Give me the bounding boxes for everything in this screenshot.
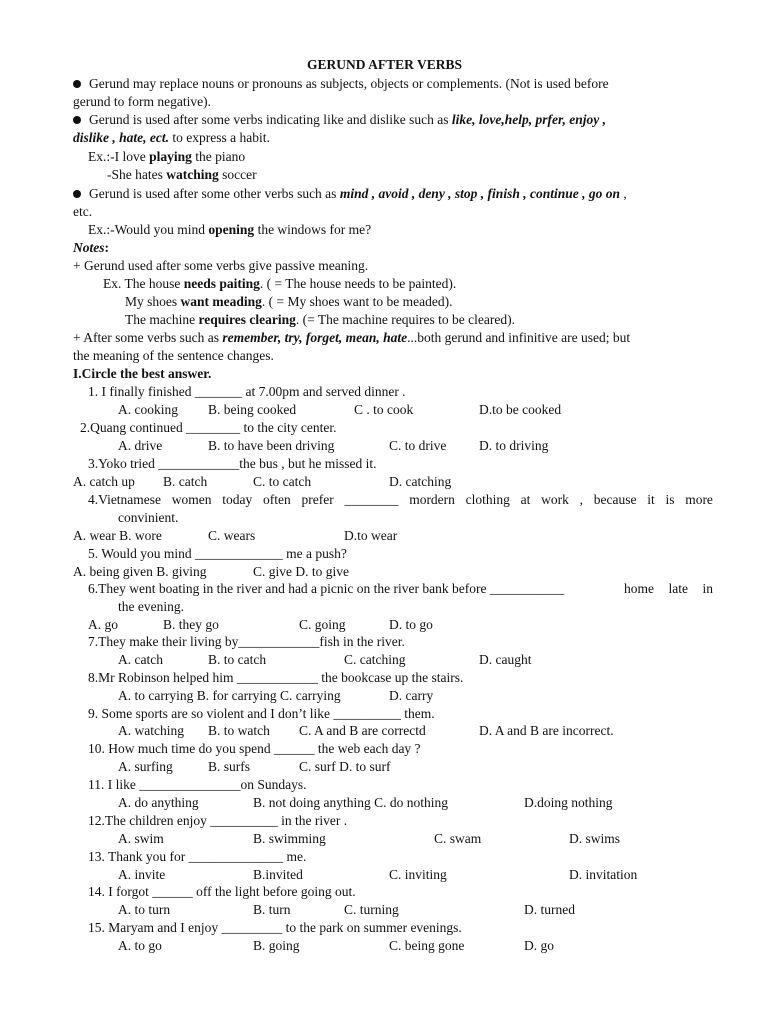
question-6-tail [624, 580, 713, 598]
paragraph-text: etc. [73, 204, 93, 219]
notes-label: Notes [73, 240, 105, 255]
option-b-c[interactable]: B. not doing anything C. do nothing [253, 795, 449, 810]
option-a[interactable]: A. to go [118, 938, 162, 953]
option-c-d[interactable]: C. surf D. to surf [299, 759, 391, 774]
example-gerund: playing [149, 149, 192, 164]
verb-list: mind , avoid , deny , stop , finish , continue , go on [339, 186, 620, 201]
option-c[interactable]: C. to catch [253, 474, 312, 489]
option-d[interactable]: D. invitation [569, 867, 638, 882]
word: prefer [301, 492, 334, 507]
option-a[interactable]: A. catch [118, 652, 163, 667]
note-gerund: requires clearing [198, 312, 296, 327]
word: at [520, 492, 531, 507]
option-a[interactable]: A. surfing [118, 759, 173, 774]
option-a-b-c[interactable]: A. to carrying B. for carrying C. carrying [118, 688, 341, 703]
option-b[interactable]: B. surfs [208, 759, 251, 774]
question-14: 14. I forgot ______ off the light before going out. [88, 884, 356, 899]
option-b[interactable]: B. swimming [253, 831, 326, 846]
option-d[interactable]: D. swims [569, 831, 621, 846]
note-example [103, 275, 456, 293]
option-d[interactable]: D. carry [389, 688, 434, 703]
word: more [685, 492, 713, 507]
option-b[interactable]: B. to have been driving [208, 438, 335, 453]
paragraph-line [73, 129, 270, 147]
option-d[interactable]: D. go [524, 938, 554, 953]
bullet-icon [73, 190, 81, 198]
option-a[interactable]: A. catch up [73, 474, 135, 489]
option-a[interactable]: A. watching [118, 723, 184, 738]
example-line [107, 166, 257, 184]
word: work [541, 492, 569, 507]
option-c[interactable]: C . to cook [354, 402, 414, 417]
bullet-paragraph-2 [73, 111, 606, 129]
option-a[interactable]: A. drive [118, 438, 163, 453]
question-10: 10. How much time do you spend ______ the web each day ? [88, 741, 421, 756]
question-4-continued: convinient. [118, 510, 179, 525]
option-d[interactable]: D.to wear [344, 528, 398, 543]
example-text: soccer [218, 167, 257, 182]
option-c[interactable]: C. inviting [389, 867, 447, 882]
question-13: 13. Thank you for ______________ me. [88, 849, 307, 864]
option-c[interactable]: C. wears [208, 528, 256, 543]
option-c-d[interactable]: C. give D. to give [253, 564, 349, 579]
option-a[interactable]: A. invite [118, 867, 166, 882]
note-line: + Gerund used after some verbs give passive meaning. [73, 258, 369, 273]
word: it [647, 492, 655, 507]
note-text: My shoes [125, 294, 181, 309]
option-a-b[interactable]: A. wear B. wore [73, 528, 162, 543]
option-b[interactable]: B.invited [253, 867, 303, 882]
section-heading: I.Circle the best answer. [73, 366, 212, 381]
note-text: . (= The machine requires to be cleared). [295, 312, 515, 327]
word: is [665, 492, 675, 507]
verb-list: dislike , hate, ect. [73, 130, 169, 145]
option-c[interactable]: C. being gone [389, 938, 465, 953]
bullet-paragraph-1 [73, 75, 609, 93]
paragraph-text: gerund to form negative). [73, 94, 211, 109]
option-a-b[interactable]: A. being given B. giving [73, 564, 207, 579]
example-text: Ex.:-I love [88, 149, 150, 164]
word: because [593, 492, 637, 507]
option-a[interactable]: A. go [88, 617, 118, 632]
question-8: 8.Mr Robinson helped him ____________ the bookcase up the stairs. [88, 670, 464, 685]
option-a[interactable]: A. do anything [118, 795, 199, 810]
word: 4.Vietnamese [88, 492, 162, 507]
notes-heading [73, 239, 109, 257]
note-gerund: needs paiting [183, 276, 260, 291]
word: today [222, 492, 253, 507]
option-c[interactable]: C. swam [434, 831, 482, 846]
verb-list: remember, try, forget, mean, hate [222, 330, 408, 345]
page-title: GERUND AFTER VERBS [307, 57, 463, 72]
option-c[interactable]: C. going [299, 617, 346, 632]
option-b[interactable]: B. to catch [208, 652, 267, 667]
option-b[interactable]: B. going [253, 938, 300, 953]
option-d[interactable]: D. caught [479, 652, 532, 667]
example-text: -She hates [107, 167, 167, 182]
option-b[interactable]: B. being cooked [208, 402, 297, 417]
example-gerund: watching [166, 167, 219, 182]
question-2: 2.Quang continued ________ to the city center. [80, 420, 337, 435]
note-text: Ex. The house [103, 276, 184, 291]
option-a[interactable]: A. to turn [118, 902, 171, 917]
paragraph-text: Gerund is used after some other verbs such as [89, 186, 340, 201]
answer-blank: ________ [344, 492, 399, 507]
note-line [73, 329, 630, 347]
example-gerund: opening [208, 222, 255, 237]
question-1: 1. I finally finished _______ at 7.00pm and served dinner . [88, 384, 406, 399]
note-text: . ( = The house needs to be painted). [259, 276, 457, 291]
note-text: + After some verbs such as [73, 330, 223, 345]
question-6-continued: the evening. [118, 599, 184, 614]
verb-list: like, love,help, prfer, enjoy , [451, 112, 607, 127]
word: often [263, 492, 291, 507]
word: mordern [409, 492, 455, 507]
option-d[interactable]: D.to be cooked [479, 402, 562, 417]
question-12: 12.The children enjoy __________ in the river . [88, 813, 348, 828]
note-line: the meaning of the sentence changes. [73, 348, 274, 363]
question-7: 7.They make their living by____________fish in the river. [88, 634, 405, 649]
paragraph-text: to express a habit. [168, 130, 270, 145]
bullet-paragraph-3 [73, 185, 627, 203]
question-4 [88, 491, 713, 509]
word: in [702, 581, 713, 596]
option-b[interactable]: B. they go [163, 617, 219, 632]
paragraph-text: Gerund is used after some verbs indicating like and dislike such as [89, 112, 452, 127]
paragraph-text: Gerund may replace nouns or pronouns as subjects, objects or complements. (Not is used before [89, 76, 609, 91]
bullet-icon [73, 116, 81, 124]
word: clothing [465, 492, 510, 507]
option-c[interactable]: C. catching [344, 652, 406, 667]
note-example [125, 293, 452, 311]
option-d[interactable]: D. to go [389, 617, 433, 632]
option-d[interactable]: D. to driving [479, 438, 549, 453]
option-d[interactable]: D. turned [524, 902, 575, 917]
question-3: 3.Yoko tried ____________the bus , but he missed it. [88, 456, 377, 471]
example-line [88, 148, 245, 166]
note-text: . ( = My shoes want to be meaded). [261, 294, 453, 309]
note-text: ...both gerund and infinitive are used; but [407, 330, 631, 345]
question-6: 6.They went boating in the river and had a picnic on the river bank before ___________ [88, 581, 565, 596]
question-15: 15. Maryam and I enjoy _________ to the park on summer evenings. [88, 920, 462, 935]
option-c[interactable]: C. turning [344, 902, 399, 917]
question-9: 9. Some sports are so violent and I don’t like __________ them. [88, 706, 435, 721]
option-b[interactable]: B. catch [163, 474, 208, 489]
note-text: The machine [125, 312, 199, 327]
paragraph-text: , [619, 186, 627, 201]
bullet-icon [73, 80, 81, 88]
option-c[interactable]: C. A and B are correctd [299, 723, 426, 738]
option-b[interactable]: B. turn [253, 902, 291, 917]
option-d[interactable]: D. catching [389, 474, 452, 489]
word: late [668, 581, 688, 596]
word: home [624, 581, 654, 596]
word: , [579, 492, 583, 507]
word: women [171, 492, 212, 507]
note-gerund: want meading [180, 294, 262, 309]
example-line [88, 221, 371, 239]
option-c[interactable]: C. to drive [389, 438, 447, 453]
question-11: 11. I like _______________on Sundays. [88, 777, 307, 792]
option-d[interactable]: D.doing nothing [524, 795, 613, 810]
notes-colon: : [104, 240, 109, 255]
example-text: the piano [191, 149, 246, 164]
example-text: the windows for me? [254, 222, 372, 237]
question-5: 5. Would you mind _____________ me a push? [88, 546, 347, 561]
option-b[interactable]: B. to watch [208, 723, 270, 738]
example-text: Ex.:-Would you mind [88, 222, 209, 237]
option-a[interactable]: A. swim [118, 831, 164, 846]
option-a[interactable]: A. cooking [118, 402, 178, 417]
note-example [125, 311, 515, 329]
option-d[interactable]: D. A and B are incorrect. [479, 723, 614, 738]
